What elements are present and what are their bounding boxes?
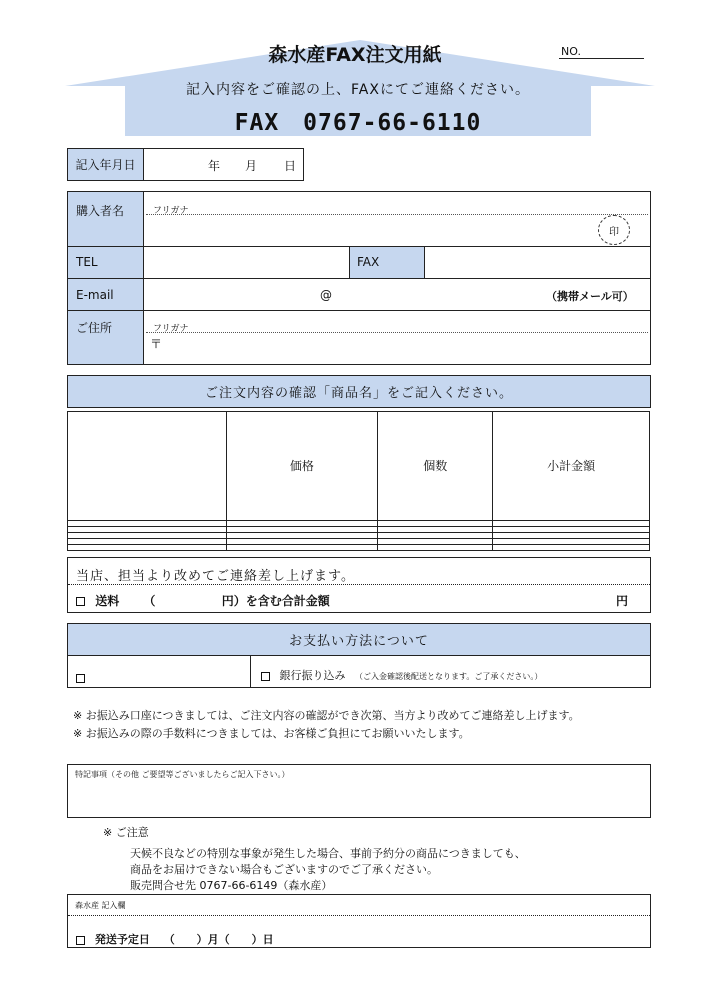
office-label: 森水産 記入欄	[75, 901, 126, 910]
column-header	[68, 412, 227, 521]
yen-close: 円）を含む合計金額	[221, 594, 330, 608]
bank-transfer-note: （ご入金確認後配送となります。ご了承ください。）	[355, 672, 543, 681]
contact-line: 当店、担当より改めてご連絡差し上げます。	[76, 569, 355, 584]
date-day[interactable]: 日	[284, 159, 297, 173]
address-label: ご住所	[76, 321, 113, 335]
page-title: 森水産FAX注文用紙	[268, 44, 442, 66]
order-cell[interactable]	[226, 544, 378, 550]
ship-date-text[interactable]: （ ）月（ ）日	[163, 933, 274, 946]
date-year[interactable]: 年	[208, 159, 221, 173]
fax-label: FAX	[357, 255, 380, 269]
divider	[68, 310, 650, 311]
divider	[68, 584, 650, 585]
customer-block	[67, 191, 651, 365]
tel-field[interactable]	[146, 248, 349, 277]
shipping-label: 送料	[95, 594, 120, 608]
divider	[68, 915, 650, 916]
order-cell[interactable]	[378, 544, 493, 550]
no-label: NO.	[561, 45, 581, 58]
date-row	[67, 148, 304, 181]
email-field[interactable]	[146, 280, 546, 309]
bank-transfer-label: 銀行振り込み	[279, 669, 346, 682]
address-field[interactable]	[163, 334, 647, 362]
address-dotline	[146, 332, 648, 333]
payment-option-1[interactable]	[76, 668, 91, 687]
order-table	[67, 411, 650, 551]
ship-date-checkbox[interactable]	[76, 936, 85, 945]
caution-line-2: 商品をお届けできない場合もございますのでご了承ください。	[130, 863, 438, 876]
payment-block	[67, 623, 651, 688]
order-heading	[67, 375, 651, 408]
order-cell[interactable]	[68, 544, 227, 550]
order-row	[68, 544, 650, 550]
order-table-body	[68, 412, 650, 551]
bank-transfer-checkbox[interactable]	[261, 672, 270, 681]
date-label: 記入年月日	[68, 149, 144, 180]
fax-field[interactable]	[426, 248, 648, 277]
caution-heading: ※ ご注意	[103, 826, 149, 839]
address-furigana: フリガナ	[153, 324, 189, 334]
email-at: @	[320, 288, 332, 302]
furigana-dotline	[146, 214, 648, 215]
payment-heading-text: お支払い方法について	[289, 634, 429, 649]
office-box	[67, 894, 651, 948]
total-field[interactable]	[398, 588, 608, 610]
buyer-furigana: フリガナ	[153, 206, 189, 216]
column-header: 個数	[378, 412, 493, 521]
fax-number: FAX 0767-66-6110	[234, 110, 482, 136]
paren-open: （	[143, 594, 156, 608]
tel-label: TEL	[76, 255, 98, 269]
remarks-box[interactable]	[67, 764, 651, 818]
order-header-row	[68, 412, 650, 521]
header-subtitle: 記入内容をご確認の上、FAXにてご連絡ください。	[186, 82, 530, 98]
payment-heading	[68, 624, 650, 656]
note-2: ※ お振込みの際の手数料につきましては、お客様ご負担にてお願いいたします。	[73, 727, 470, 740]
no-underline	[559, 58, 644, 59]
order-cell[interactable]	[493, 544, 650, 550]
postal-mark: 〒	[150, 337, 163, 351]
buyer-name-field[interactable]	[146, 216, 646, 245]
mobile-ok-note: （携帯メール可）	[546, 290, 634, 303]
buyer-label: 購入者名	[76, 204, 125, 218]
payment-option-1-checkbox[interactable]	[76, 674, 85, 683]
column-header: 小計金額	[493, 412, 650, 521]
payment-option-2[interactable]	[261, 667, 542, 683]
seal-label: 印	[609, 226, 619, 238]
caution-line-3: 販売問合せ先 0767-66-6149（森水産）	[130, 879, 333, 892]
shipping-checkbox[interactable]	[76, 597, 85, 606]
total-yen: 円	[616, 594, 629, 608]
divider	[68, 278, 650, 279]
column-header: 価格	[226, 412, 378, 521]
ship-date-row	[76, 931, 274, 947]
caution-line-1: 天候不良などの特別な事象が発生した場合、事前予約分の商品につきましても、	[130, 847, 526, 860]
shipping-row	[76, 592, 330, 609]
email-label: E-mail	[76, 288, 114, 302]
date-month[interactable]: 月	[245, 159, 258, 173]
total-block	[67, 557, 651, 613]
ship-date-label: 発送予定日	[94, 933, 150, 946]
order-heading-text: ご注文内容の確認「商品名」をご記入ください。	[204, 386, 513, 401]
seal-circle	[598, 215, 630, 245]
remarks-label: 特記事項（その他 ご要望等ございましたらご記入下さい。）	[75, 770, 290, 779]
divider	[250, 656, 251, 687]
note-1: ※ お振込み口座につきましては、ご注文内容の確認ができ次第、当方より改めてご連絡差し上げます。	[73, 709, 580, 722]
